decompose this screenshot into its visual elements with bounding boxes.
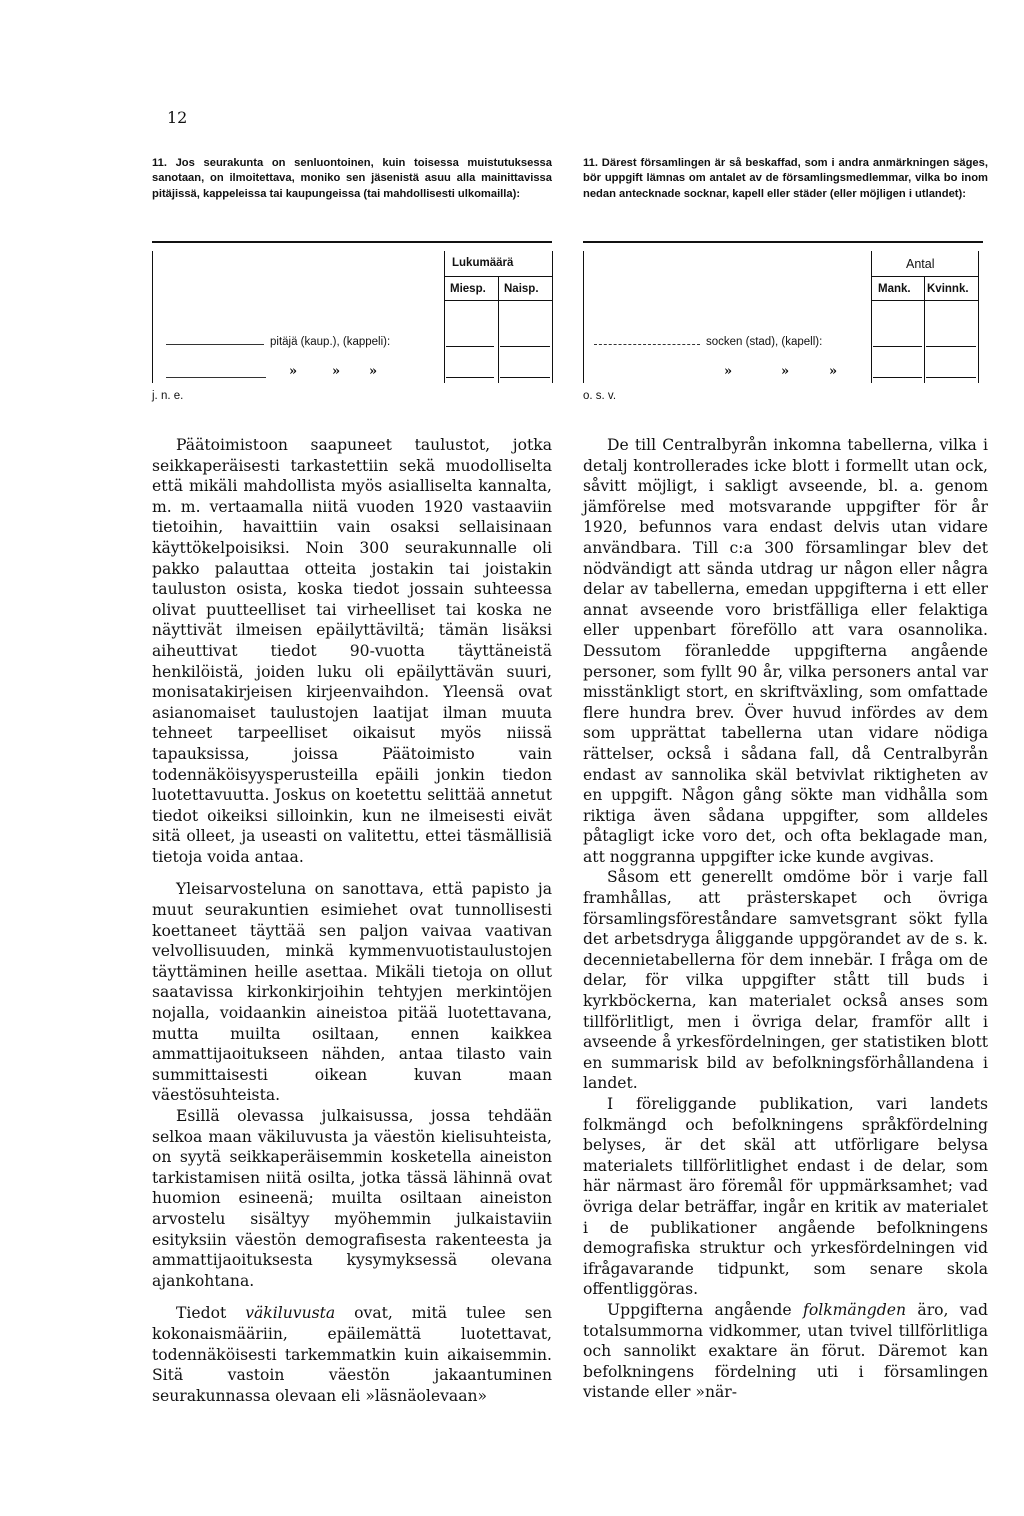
right-table-footnote: o. s. v.	[583, 390, 617, 402]
left-table-header-line	[444, 276, 552, 277]
left-table-left-border	[152, 251, 153, 383]
right-question-text: 11. Därest församlingen är så beskaffad, som i andra anmärkningen säges, bör uppgift lämnas om antalet av de församlingsmedlemmar, vilka bo inom nedan antecknade socknar, kapell eller städer (eller möjligen i utlandet):	[583, 157, 988, 200]
left-cell-female-2	[500, 377, 550, 378]
right-ditto-2: »	[781, 364, 790, 379]
left-cell-male-2	[446, 377, 494, 378]
right-body	[583, 435, 988, 1403]
page-number: 12	[167, 108, 188, 127]
left-p4-start: Tiedot	[176, 1304, 246, 1323]
left-paragraph-4	[152, 1303, 552, 1406]
right-table-left-border	[583, 251, 584, 383]
right-paragraph-2: Såsom ett generellt omdöme bör i varje fall framhållas, att prästerskapet och övriga församlingsföreståndare samvetsgrant sökt fylla det arbetsdryga åliggande uppgörandet av de s. k. decennietabellerna för dem innebär. I fråga om de delar, för vilka uppgifter stått till buds i kyrkböckerna, kan materialet också anses som tillförlitligt, men i övriga delar, framför allt i avseende å yrkesfördelningen, ger statistiken blott en summarisk bild av befolkningsförhållandena i landet.	[583, 868, 988, 1093]
left-paragraph-3: Esillä olevassa julkaisussa, jossa tehdään selkoa maan väkiluvusta ja väestön kielisuhteista, on syytä seikkaperäisemmin kosketella aineiston tarkistamisen niitä osilta, jotka tässä lähinnä ovat huomion esineenä; muilta osiltaan aineiston arvostelu sisältyy myöhemmin julkaistaviin esityksiin väestön demografisesta rakenteesta ja ammattijaoituksesta kysymyksessä olevana ajankohtana.	[152, 1107, 552, 1290]
left-ditto-3: »	[369, 364, 378, 379]
left-table-row-label: pitäjä (kaup.), (kappeli):	[270, 336, 391, 348]
right-table-row-label: socken (stad), (kapell):	[706, 336, 823, 348]
left-paragraph-2: Yleisarvosteluna on sanottava, että papisto ja muut seurakuntien esimiehet ovat tunnollisesti koettaneet täyttää sen paljon vaivaa vaativan velvollisuuden, minkä kymmenvuotistaulustojen täyttäminen heille asettaa. Mikäli tietoja on ollut saatavissa kirkonkirjoihin tehtyjen merkintöjen nojalla, voidaankin aineistoa pitää luotettavana, mutta muilta osiltaan, ennen kaikkea ammattijaoitukseen nähden, antaa tilasto vain summittaisesti oikean kuvan maan väestösuhteista.	[152, 880, 552, 1105]
left-table-col-divider	[498, 276, 499, 383]
left-cell-female-1	[500, 346, 550, 347]
right-table-right-border	[978, 251, 979, 383]
left-p4-end: ovat, mitä tulee sen kokonaismääriin, epäilemättä luotettavat, todennäköisesti tarkemmatkin kuin aikaisemmin. Sitä vastoin väestön jakaantuminen seurakunnassa olevaan eli »läsnäolevaan»	[152, 1304, 552, 1405]
right-table-col-divider	[924, 276, 925, 383]
right-p4-italic: folkmängden	[803, 1300, 907, 1319]
right-table-col-male: Mank.	[878, 283, 911, 295]
right-ditto-1: »	[724, 364, 733, 379]
right-p4-end: äro, vad totalsummorna vidkommer, utan tvivel tillförlitliga och sannolikt exaktare än förut. Däremot kan befolkningens fördelning uti i församlingen vistande eller »när-	[583, 1300, 988, 1402]
left-cell-male-1	[446, 346, 494, 347]
left-table-divider	[444, 251, 445, 383]
left-table-blank-line-2	[166, 377, 266, 378]
right-table-top-rule	[583, 241, 983, 243]
right-table-blank-line	[594, 344, 700, 345]
left-table-top-rule	[152, 241, 552, 243]
left-paragraph-1: Päätoimistoon saapuneet taulustot, jotka seikkaperäisesti tarkastettiin sekä muodolliselta että mikäli mahdollista myös asialliselta kannalta, m. m. vertaamalla niitä vuoden 1920 vastaaviin tietoihin, havaittiin vain osaksi sellaisinaan käyttökelpoisiksi. Noin 300 seurakunnalle oli pakko palauttaa otteita jostakin tai joistakin tauluston osista, koska tiedot jossain suhteessa olivat puutteelliset tai virheelliset tai koska ne näyttivät ilmeisen epäilyttäviltä; tämän lisäksi aiheuttivat tiedot 90-vuotta täyttäneistä henkilöistä, joiden luku oli epäilyttävän suuri, monisatakirjeisen kirjeenvaihdon. Yleensä ovat asianomaiset taulustojen laatijat ilman muuta tehneet tarpeelliset oikaisut myös niissä tapauksissa, joissa Päätoimisto vain todennäköisyysperusteilla epäili jonkin tiedon luotettavuutta. Joskus on koetettu selittää annetut tiedot oikeiksi silloinkin, kun ne ilmeisesti eivät sitä olleet, ja useasti on valitettu, ettei täsmällisiä tietoja voida antaa.	[152, 436, 552, 866]
left-table-footnote: j. n. e.	[152, 390, 184, 402]
left-table-right-border	[552, 251, 553, 383]
right-question	[583, 156, 988, 202]
right-paragraph-3: I föreliggande publikation, vari landets folkmängd och befolkningens språkfördelning belyses, är det skäl att utförligare belysa materialets tillförlitlighet endast i de delar, som här närmast äro föremål för uppmärksamhet; vad övriga delar beträffar, ingår en kritik av materialet i de publikationer angående befolkningens demografiska struktur och yrkesfördelningen vid ifrågavarande tidpunkt, som senare skola offentliggöras.	[583, 1095, 988, 1299]
right-paragraph-4	[583, 1300, 988, 1403]
right-table-col-female: Kvinnk.	[927, 283, 969, 295]
left-ditto-1: »	[289, 364, 298, 379]
left-table-col-male: Miesp.	[450, 283, 486, 295]
right-cell-male-1	[873, 346, 922, 347]
left-ditto-2: »	[332, 364, 341, 379]
left-body	[152, 435, 552, 1406]
left-question	[152, 156, 552, 202]
right-cell-male-2	[873, 377, 922, 378]
left-table-group-header: Lukumäärä	[452, 257, 514, 269]
left-table-blank-line	[166, 344, 264, 345]
right-paragraph-1: De till Centralbyrån inkomna tabellerna, vilka i detalj kontrollerades icke blott i formellt utan ock, såvitt möjligt, i sakligt avseende, bl. a. genom jämförelse med motsvarande uppgifter för år 1920, befunnos vara endast delvis utan vidare användbara. Till c:a 300 församlingar blev det nödvändigt att sända utdrag ur någon eller några delar av tabellerna, emedan uppgifterna i ett eller annat avseende voro bristfälliga eller felaktiga eller uppenbart föreföllo att vara osannolika. Dessutom föranledde uppgifterna angående personer, som fyllt 90 år, vilka personers antal var misstänkligt stort, en skriftväxling, som omfattade flere hundra brev. Över huvud infördes av dem som upprättat tabellerna utan vidare nödiga rättelser, också i sådana fall, då Centralbyrån endast av sannolika skäl betvivlat riktigheten av en uppgift. Någon gång sökte man vidhålla som riktiga även sådana uppgifter, som alldeles påtagligt icke voro det, och ofta beklagade man, att noggranna uppgifter icke kunde avgivas.	[583, 436, 988, 866]
right-ditto-3: »	[829, 364, 838, 379]
left-question-text: 11. Jos seurakunta on senluontoinen, kuin toisessa muistutuksessa sanotaan, on ilmoitettava, moniko sen jäsenistä asuu alla mainittavissa pitäjissä, kappeleissa tai kaupungeissa (tai mahdollisesti ulkomailla):	[152, 157, 552, 200]
right-p4-start: Uppgifterna angående	[607, 1300, 804, 1319]
right-cell-female-1	[926, 346, 976, 347]
left-p4-italic: väkiluvusta	[245, 1304, 336, 1323]
left-table-col-female: Naisp.	[504, 283, 539, 295]
right-cell-female-2	[926, 377, 976, 378]
right-table-subheader-line	[871, 300, 978, 301]
left-table-subheader-line	[444, 300, 552, 301]
right-table-divider	[871, 251, 872, 383]
right-table-group-header: Antal	[906, 257, 935, 271]
right-table-header-line	[871, 276, 978, 277]
